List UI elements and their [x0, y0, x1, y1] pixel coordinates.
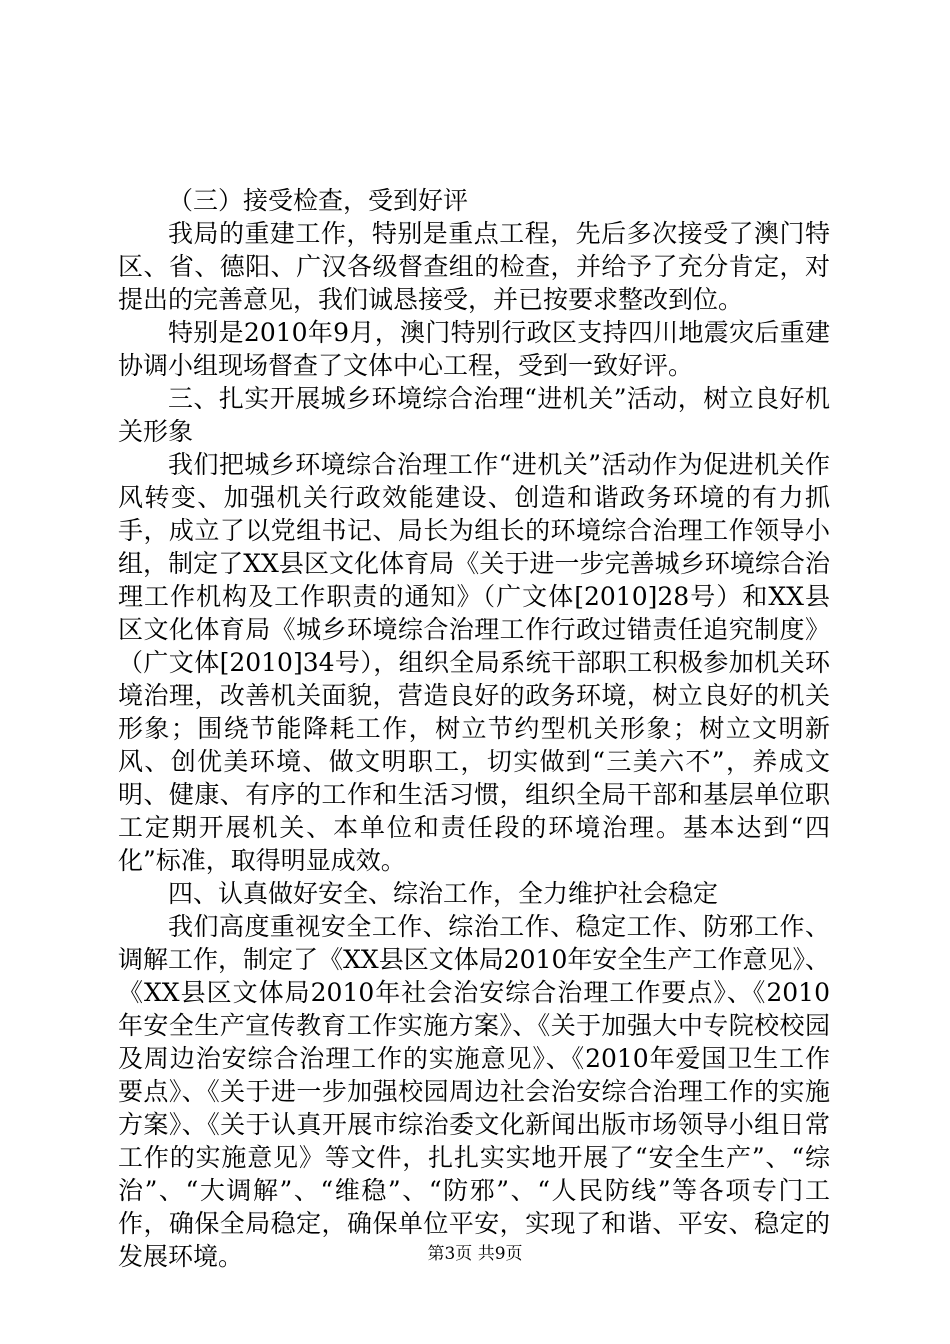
section-heading-inspection: （三）接受检查，受到好评	[168, 186, 469, 215]
section-heading-safety: 四、认真做好安全、综治工作，全力维护社会稳定	[168, 879, 719, 908]
paragraph-safety-stability: 我们高度重视安全工作、综治工作、稳定工作、防邪工作、调解工作，制定了《XX县区文体局2010年安全生产工作意见》、《XX县区文体局2010年社会治安综合治理工作要点》、《2010年安全生产宣传教育工作实施方案》、《关于加强大中专院校校园及周边治安综合治理工作的实施意见》、《2010年爱国卫生工作要点》、《关于进一步加强校园周边社会治安综合治理工作的实施方案》、《关于认真开展市综治委文化新闻出版市场领导小组日常工作的实施意见》等文件，扎扎实实地开展了“安全生产”、“综治”、“大调解”、“维稳”、“防邪”、“人民防线”等各项专门工作，确保全局稳定，确保单位平安，实现了和谐、平安、稳定的发展环境。	[118, 912, 830, 1271]
paragraph-inspection-detail: 我局的重建工作，特别是重点工程，先后多次接受了澳门特区、省、德阳、广汉各级督查组的检查，并给予了充分肯定，对提出的完善意见，我们诚恳接受，并已按要求整改到位。	[118, 219, 830, 314]
paragraph-macau-inspection: 特别是2010年9月，澳门特别行政区支持四川地震灾后重建协调小组现场督查了文体中心工程，受到一致好评。	[118, 318, 830, 380]
section-heading-environment: 三、扎实开展城乡环境综合治理“进机关”活动，树立良好机关形象	[118, 384, 830, 446]
document-body	[118, 184, 830, 1273]
paragraph-environment-governance: 我们把城乡环境综合治理工作“进机关”活动作为促进机关作风转变、加强机关行政效能建设、创造和谐政务环境的有力抓手，成立了以党组书记、局长为组长的环境综合治理工作领导小组，制定了XX县区文化体育局《关于进一步完善城乡环境综合治理工作机构及工作职责的通知》（广文体[2010]28号）和XX县区文化体育局《城乡环境综合治理工作行政过错责任追究制度》（广文体[2010]34号），组织全局系统干部职工积极参加机关环境治理，改善机关面貌，营造良好的政务环境，树立良好的机关形象；围绕节能降耗工作，树立节约型机关形象；树立文明新风、创优美环境、做文明职工，切实做到“三美六不”，养成文明、健康、有序的工作和生活习惯，组织全局干部和基层单位职工定期开展机关、本单位和责任段的环境治理。基本达到“四化”标准，取得明显成效。	[118, 450, 830, 875]
page-number-footer: 第3页 共9页	[427, 1244, 523, 1264]
